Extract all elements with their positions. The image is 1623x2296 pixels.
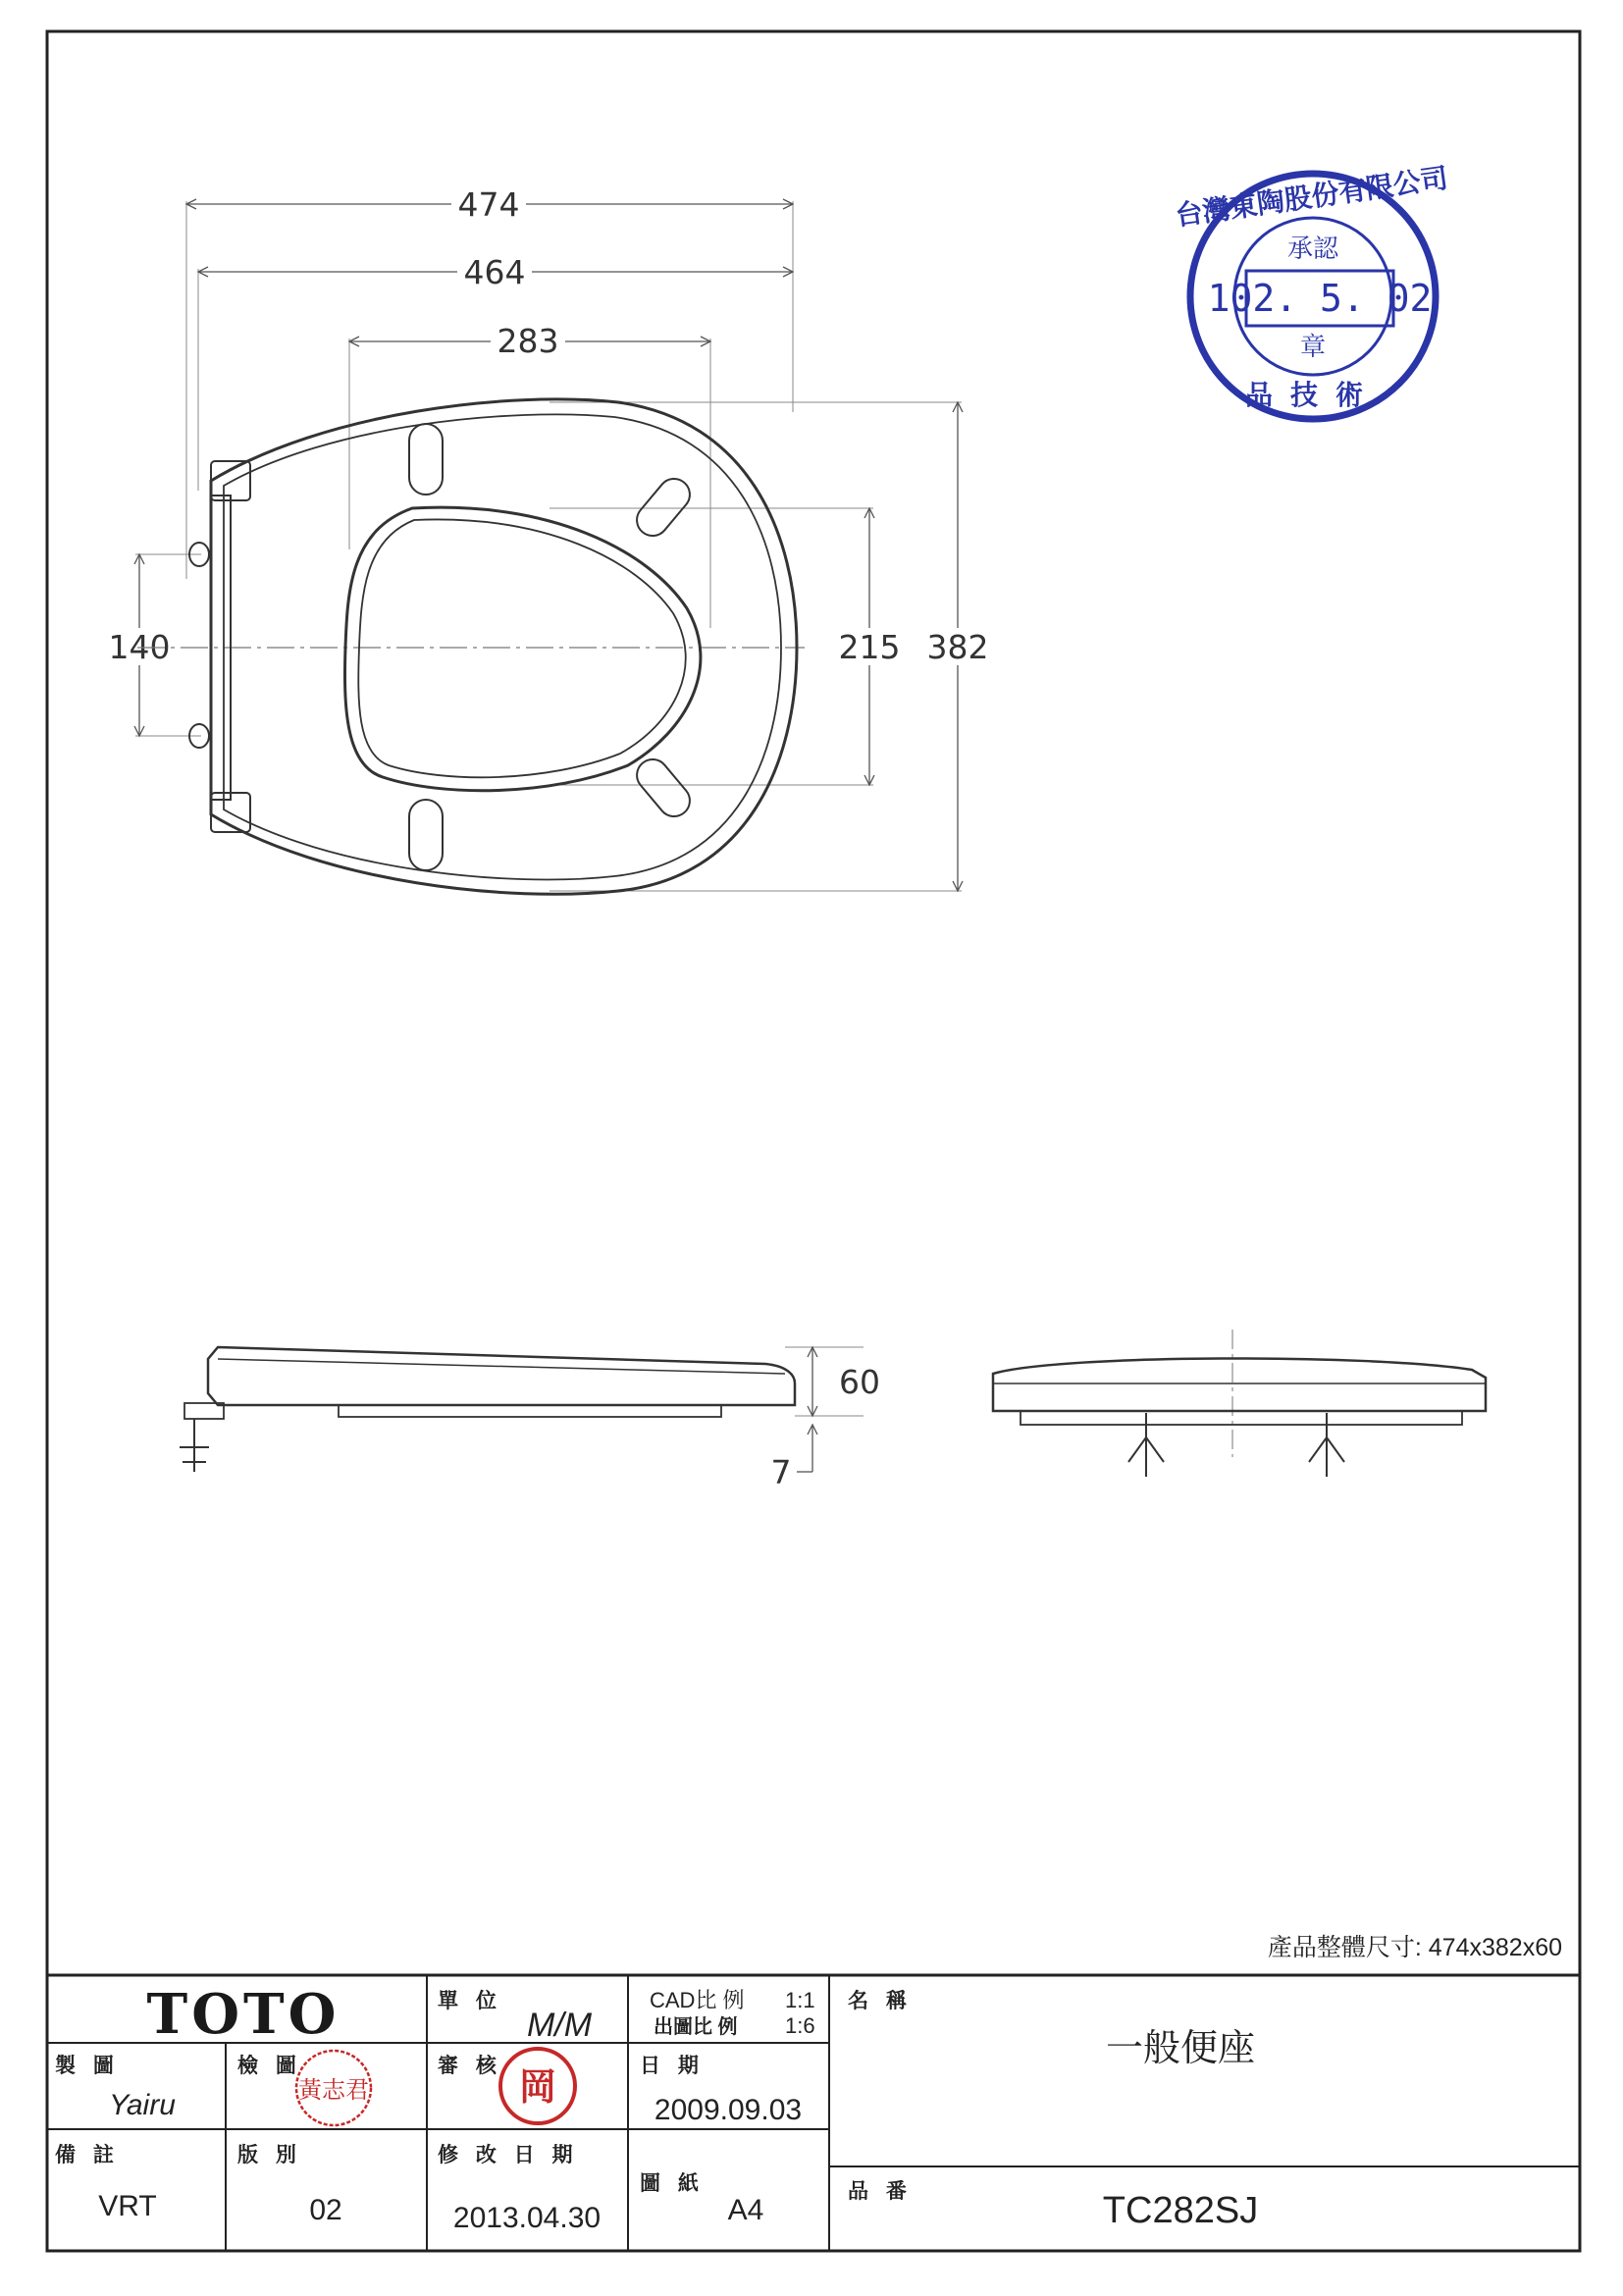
version-label: 版 別 xyxy=(237,2144,302,2166)
seat-outline xyxy=(211,399,797,894)
dim-382: 382 xyxy=(926,628,989,666)
side-view xyxy=(180,1347,880,1491)
dim-474: 474 xyxy=(457,185,520,224)
front-view xyxy=(993,1330,1486,1477)
dim-60: 60 xyxy=(839,1363,880,1401)
name-label: 名 稱 xyxy=(848,1990,913,2012)
revision-date-label: 修 改 日 期 xyxy=(438,2144,579,2166)
print-scale-value: 1:6 xyxy=(785,2013,815,2038)
stamp-top-text: 台灣東陶股份有限公司 xyxy=(1173,162,1450,232)
stamp-date: 102. 5. 02 xyxy=(1207,277,1433,320)
remarks-value: VRT xyxy=(98,2190,157,2222)
approval-stamp xyxy=(1174,162,1450,419)
paper-label: 圖 紙 xyxy=(640,2172,705,2195)
toto-logo: TOTO xyxy=(146,1982,340,2047)
dim-464: 464 xyxy=(463,253,526,291)
drawn-label: 製 圖 xyxy=(55,2055,120,2077)
paper-value: A4 xyxy=(727,2194,764,2226)
stamp-label-top: 承認 xyxy=(1286,234,1339,263)
unit-label: 單 位 xyxy=(438,1990,502,2012)
dim-215: 215 xyxy=(838,628,901,666)
title-block xyxy=(47,1975,1580,2251)
part-no-value: TC282SJ xyxy=(1102,2190,1259,2231)
checked-stamp xyxy=(296,2051,371,2125)
drawn-by: Yairu xyxy=(109,2089,176,2121)
version-value: 02 xyxy=(309,2194,342,2226)
revision-date-value: 2013.04.30 xyxy=(452,2202,602,2234)
seat-opening xyxy=(344,507,700,791)
unit-value: M/M xyxy=(526,2007,593,2044)
overall-size-note: 產品整體尺寸: 474x382x60 xyxy=(1267,1934,1562,1961)
date-value: 2009.09.03 xyxy=(654,2094,803,2126)
dim-140: 140 xyxy=(108,628,171,666)
top-view xyxy=(102,183,1001,894)
dim-7: 7 xyxy=(770,1453,792,1491)
reviewed-stamp xyxy=(500,2049,575,2123)
cad-scale-value: 1:1 xyxy=(785,1988,815,2012)
print-scale-label: 出圖比 例 xyxy=(654,2016,738,2038)
stamp-label-bottom: 章 xyxy=(1299,332,1327,361)
product-name: 一般便座 xyxy=(1105,2028,1256,2069)
svg-text:岡: 岡 xyxy=(518,2067,557,2109)
svg-text:黃志君: 黃志君 xyxy=(298,2077,369,2104)
remarks-label: 備 註 xyxy=(55,2144,120,2166)
dim-283: 283 xyxy=(497,322,559,360)
date-label: 日 期 xyxy=(640,2055,705,2077)
cad-scale-label: CAD比 例 xyxy=(650,1988,745,2012)
reviewed-label: 審 核 xyxy=(438,2055,502,2077)
part-no-label: 品 番 xyxy=(848,2180,913,2203)
stamp-bottom-text: 品技術 xyxy=(1244,380,1382,410)
checked-label: 檢 圖 xyxy=(237,2055,302,2077)
